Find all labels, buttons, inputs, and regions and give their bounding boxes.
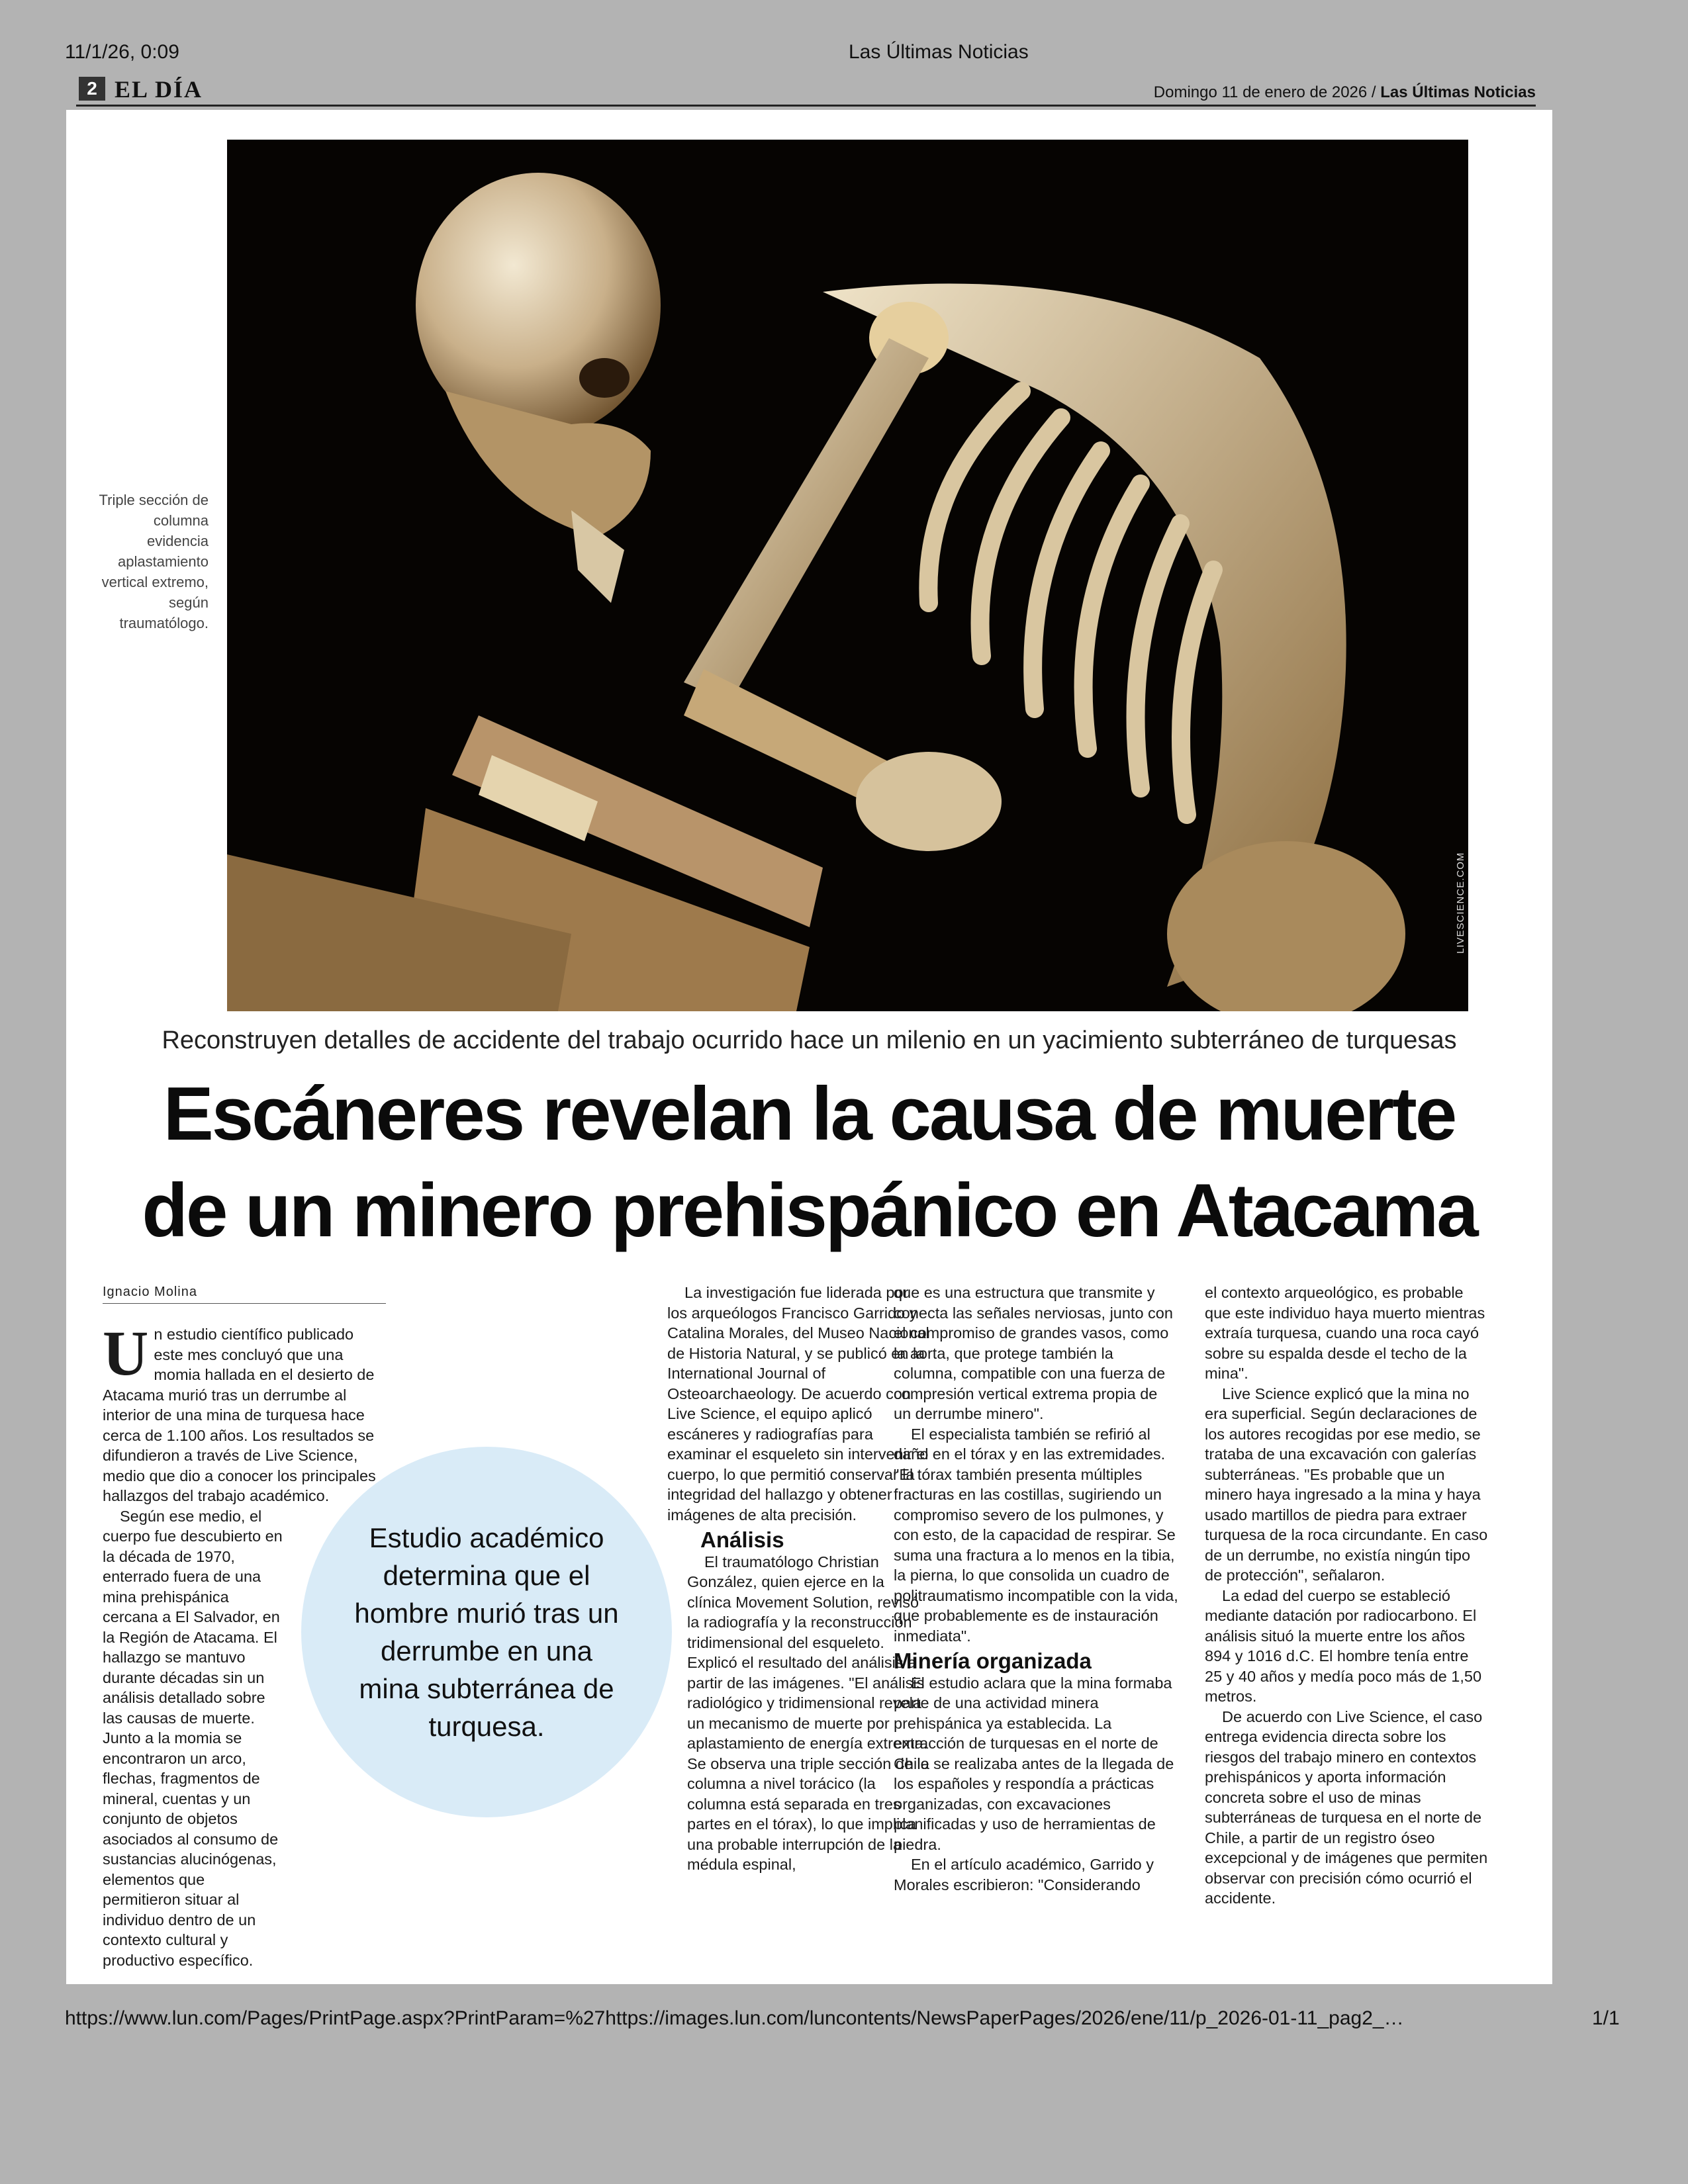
- newspaper-page: [66, 110, 1552, 1984]
- article-column-4: [1205, 1283, 1489, 1909]
- col4-paragraph-4: De acuerdo con Live Science, el caso entrega evidencia directa sobre los riesgos del trabajo minero en contextos prehispánicos y aporta información concreta sobre el uso de minas subterráneas de turquesa en el norte de Chile, a partir de un registro óseo excepcional y de imágenes que permiten observar con precisión cómo ocurrió el accidente.: [1205, 1707, 1488, 1907]
- section-name: EL DÍA: [115, 76, 203, 103]
- edition-date: Domingo 11 de enero de 2026: [1153, 83, 1368, 101]
- drop-cap: U: [103, 1318, 149, 1388]
- col3-paragraph-1: que es una estructura que transmite y conecta las señales nerviosas, junto con el compromiso de grandes vasos, como la aorta, que protege también la columna, compatible con una fuerza de compresión vertical extrema propia de un derrumbe minero".: [894, 1284, 1173, 1422]
- paper-name: Las Últimas Noticias: [1380, 83, 1536, 101]
- headline-line-2: de un minero prehispánico en Atacama: [142, 1169, 1477, 1253]
- article-byline: Ignacio Molina: [103, 1285, 386, 1304]
- col1-paragraph-1: n estudio científico publicado este mes concluyó que una momia hallada en el desierto de Atacama murió tras un derrumbe al interior de una mina de turquesa hace cerca de 1.100 años. Los resultados se difundieron a través de Live Science, medio que dio a conocer los principales hallazgos del trabajo académico.: [103, 1326, 376, 1504]
- col3-paragraph-2: El especialista también se refirió al daño en el tórax y en las extremidades. "El tórax también presenta múltiples fracturas en las costillas, sugiriendo un compromiso severo de los pulmones, y con esto, de la capacidad de respirar. Se suma una fractura a lo menos en la tibia, la pierna, lo que consolida un cuadro de politraumatismo incompatible con la vida, que probablemente es de instauración inmediata".: [894, 1425, 1178, 1645]
- pull-quote: [301, 1447, 672, 1817]
- col3-paragraph-3: El estudio aclara que la mina formaba parte de una actividad minera prehispánica ya establecida. La extracción de turquesas en el norte de Chile se realizaba antes de la llegada de los españoles y respondía a prácticas organizadas, con excavaciones planificadas y uso de herramientas de piedra.: [894, 1674, 1174, 1853]
- print-timestamp: 11/1/26, 0:09: [65, 41, 179, 63]
- photo-credit: LIVESCIENCE.COM: [1455, 852, 1466, 954]
- date-separator: /: [1367, 83, 1381, 101]
- print-page-title: Las Últimas Noticias: [849, 41, 1029, 63]
- col3-paragraph-4: En el artículo académico, Garrido y Morales escribieron: "Considerando: [894, 1856, 1154, 1893]
- subhead-mineria: Minería organizada: [894, 1649, 1092, 1673]
- headline-line-1: Escáneres revelan la causa de muerte: [163, 1072, 1456, 1156]
- print-url: https://www.lun.com/Pages/PrintPage.aspx?PrintParam=%27https://images.lun.com/luncontents/NewsPaperPages/2026/ene/11/p_2026-01-11_pag2_…: [65, 2007, 1404, 2029]
- col4-paragraph-2: Live Science explicó que la mina no era superficial. Según declaraciones de los autores recogidas por ese medio, se trataba de una excavación con galerías subterráneas. "Es probable que un minero haya ingresado a la mina y haya usado martillos de piedra para extraer turquesa de la roca circundante. En caso de un derrumbe, no existía ningún tipo de protección", señalaron.: [1205, 1385, 1488, 1584]
- pull-quote-text: Estudio académico determina que el hombre murió tras un derrumbe en una mina subterránea de turquesa.: [354, 1522, 619, 1742]
- article-headline: [66, 1066, 1552, 1259]
- subhead-analisis: Análisis: [700, 1527, 784, 1552]
- section-bar: [76, 75, 1536, 107]
- col4-paragraph-3: La edad del cuerpo se estableció mediante datación por radiocarbono. El análisis situó la muerte entre los años 894 y 1016 d.C. El hombre tenía entre 25 y 40 años y medía poco más de 1,50 metros.: [1205, 1586, 1482, 1705]
- col2-paragraph-1: La investigación fue liderada por los arqueólogos Francisco Garrido y Catalina Morales, del Museo Nacional de Historia Natural, y se publicó en la International Journal of Osteoarchaeology. De acuerdo con Live Science, el equipo aplicó escáneres y radiografías para examinar el esqueleto sin intervenir el cuerpo, lo que permitió conservar la integridad del hallazgo y obtener imágenes de alta precisión.: [667, 1284, 929, 1524]
- print-page-count: 1/1: [1592, 2007, 1620, 2029]
- section-number: 2: [79, 77, 105, 101]
- col2-paragraph-2: El traumatólogo Christian González, quien ejerce en la clínica Movement Solution, revisó la radiografía y la reconstrucción tridimensional del esqueleto. Explicó el resultado del análisis a partir de las imágenes. "El análisis radiológico y tridimensional revela un mecanismo de muerte por aplastamiento de energía extrema. Se observa una triple sección de la columna a nivel torácico (la columna está separada en tres partes en el tórax), lo que implica una probable interrupción de la médula espinal,: [687, 1553, 929, 1873]
- article-column-3: [894, 1283, 1178, 1895]
- skeleton-scan-photo: [227, 140, 1468, 1011]
- col1-paragraph-2: Según ese medio, el cuerpo fue descubierto en la década de 1970, enterrado fuera de una mina prehispánica cercana a El Salvador, en la Región de Atacama. El hallazgo se mantuvo durante décadas sin un análisis detallado sobre las causas de muerte. Junto a la momia se encontraron un arco, flechas, fragmentos de mineral, cuentas y un conjunto de objetos asociados al consumo de sustancias alucinógenas, elementos que permitieron situar al individuo dentro de un contexto cultural y productivo específico.: [103, 1507, 283, 1969]
- article-kicker: Reconstruyen detalles de accidente del trabajo ocurrido hace un milenio en un yacimiento subterráneo de turquesas: [162, 1026, 1457, 1054]
- col4-paragraph-1: el contexto arqueológico, es probable que este individuo haya muerto mientras extraía turquesa, cuando una roca cayó sobre su espalda desde el techo de la mina".: [1205, 1284, 1485, 1382]
- skeleton-illustration: [227, 140, 1468, 1011]
- section-date-line: [1154, 83, 1536, 102]
- photo-caption: Triple sección de columna evidencia aplastamiento vertical extremo, según traumatólogo.: [99, 492, 209, 631]
